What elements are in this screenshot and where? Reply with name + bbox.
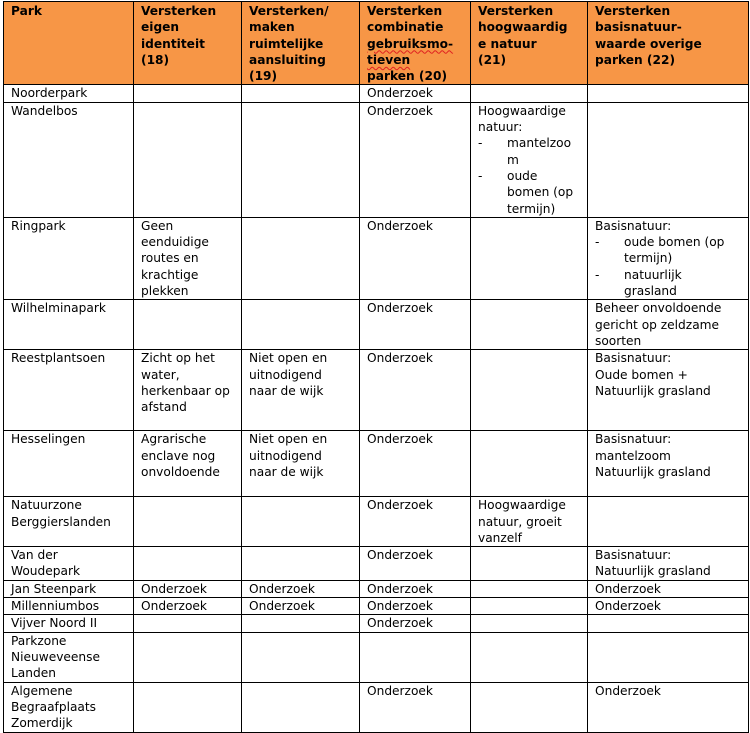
cell-combinatie: Onderzoek <box>360 431 471 497</box>
cell-combinatie: Onderzoek <box>360 580 471 597</box>
cell-hoogwaardig <box>471 580 588 597</box>
header-park: Park <box>4 2 134 85</box>
table-row <box>4 632 749 682</box>
cell-aansluiting: Niet open en uitnodigend naar de wijk <box>242 350 360 431</box>
list-item: - oude bomen (op termijn) <box>595 234 741 267</box>
cell-identiteit <box>134 300 242 350</box>
cell-park: Vijver Noord II <box>4 615 134 632</box>
cell-park: Wandelbos <box>4 102 134 217</box>
cell-aansluiting <box>242 632 360 682</box>
cell-basisnatuur <box>588 615 749 632</box>
cell-aansluiting <box>242 615 360 632</box>
cell-hoogwaardig <box>471 598 588 615</box>
cell-aansluiting <box>242 102 360 217</box>
cell-park: Jan Steenpark <box>4 580 134 597</box>
cell-combinatie: Onderzoek <box>360 598 471 615</box>
parks-table <box>3 1 749 733</box>
cell-park: Parkzone Nieuweveense Landen <box>4 632 134 682</box>
cell-hoogwaardig <box>471 300 588 350</box>
cell-combinatie: Onderzoek <box>360 217 471 299</box>
cell-park: Reestplantsoen <box>4 350 134 431</box>
cell-park: Van der Woudepark <box>4 547 134 581</box>
cell-hoogwaardig <box>471 85 588 102</box>
cell-aansluiting <box>242 217 360 299</box>
cell-identiteit <box>134 102 242 217</box>
cell-identiteit: Onderzoek <box>134 580 242 597</box>
cell-hoogwaardig <box>471 632 588 682</box>
cell-combinatie: Onderzoek <box>360 615 471 632</box>
cell-combinatie: Onderzoek <box>360 682 471 732</box>
table-row <box>4 431 749 497</box>
table-row <box>4 300 749 350</box>
header-basisnatuurwaarde: Versterken basisnatuur- waarde overige parken (22) <box>588 2 749 85</box>
cell-park: Hesselingen <box>4 431 134 497</box>
cell-basisnatuur: Onderzoek <box>588 682 749 732</box>
header-ruimtelijke-aansluiting: Versterken/ maken ruimtelijke aansluiting (19) <box>242 2 360 85</box>
cell-aansluiting <box>242 300 360 350</box>
cell-hoogwaardig <box>471 615 588 632</box>
cell-hoogwaardig <box>471 431 588 497</box>
table-row <box>4 497 749 547</box>
cell-identiteit <box>134 497 242 547</box>
table-row <box>4 598 749 615</box>
bullet-list <box>595 234 741 299</box>
list-item: - oude bomen (op termijn) <box>478 168 580 217</box>
header-eigen-identiteit: Versterken eigen identiteit (18) <box>134 2 242 85</box>
cell-combinatie: Onderzoek <box>360 300 471 350</box>
cell-basisnatuur: Basisnatuur: Oude bomen + Natuurlijk grasland <box>588 350 749 431</box>
cell-identiteit: Zicht op het water, herkenbaar op afstand <box>134 350 242 431</box>
cell-basisnatuur: Onderzoek <box>588 598 749 615</box>
table-row <box>4 102 749 217</box>
cell-identiteit <box>134 547 242 581</box>
header-combinatie-gebruiksmotieven: Versterken combinatie gebruiksmo- tieven parken (20) <box>360 2 471 85</box>
cell-identiteit: Agrarische enclave nog onvoldoende <box>134 431 242 497</box>
header-row <box>4 2 749 85</box>
cell-park: Wilhelminapark <box>4 300 134 350</box>
cell-basisnatuur: Beheer onvoldoende gericht op zeldzame soorten <box>588 300 749 350</box>
table-row <box>4 85 749 102</box>
cell-combinatie <box>360 632 471 682</box>
cell-basisnatuur <box>588 85 749 102</box>
list-item: - natuurlijk grasland <box>595 267 741 300</box>
cell-aansluiting <box>242 497 360 547</box>
cell-basisnatuur <box>588 632 749 682</box>
cell-hoogwaardig <box>471 547 588 581</box>
cell-hoogwaardig <box>471 350 588 431</box>
cell-park: Noorderpark <box>4 85 134 102</box>
cell-combinatie: Onderzoek <box>360 547 471 581</box>
table-row <box>4 350 749 431</box>
cell-park: Natuurzone Berggierslanden <box>4 497 134 547</box>
header-hoogwaardige-natuur: Versterken hoogwaardig e natuur (21) <box>471 2 588 85</box>
table-row <box>4 217 749 299</box>
cell-identiteit: Onderzoek <box>134 598 242 615</box>
cell-identiteit: Geen eenduidige routes en krachtige plekken <box>134 217 242 299</box>
table-row <box>4 615 749 632</box>
cell-basisnatuur: Onderzoek <box>588 580 749 597</box>
cell-aansluiting: Onderzoek <box>242 580 360 597</box>
cell-aansluiting: Niet open en uitnodigend naar de wijk <box>242 431 360 497</box>
cell-combinatie: Onderzoek <box>360 102 471 217</box>
cell-park: Ringpark <box>4 217 134 299</box>
cell-basisnatuur: Basisnatuur: mantelzoom Natuurlijk grasland <box>588 431 749 497</box>
bullet-list <box>478 135 580 216</box>
cell-aansluiting <box>242 547 360 581</box>
cell-park: Millenniumbos <box>4 598 134 615</box>
cell-hoogwaardig <box>471 217 588 299</box>
list-item: - mantelzoo m <box>478 135 580 168</box>
cell-hoogwaardig: Hoogwaardige natuur, groeit vanzelf <box>471 497 588 547</box>
cell-identiteit <box>134 615 242 632</box>
cell-basisnatuur: Basisnatuur: - oude bomen (op termijn) - natuurlijk grasland <box>588 217 749 299</box>
cell-basisnatuur <box>588 497 749 547</box>
cell-park: Algemene Begraafplaats Zomerdijk <box>4 682 134 732</box>
table-row <box>4 580 749 597</box>
cell-combinatie: Onderzoek <box>360 85 471 102</box>
cell-combinatie: Onderzoek <box>360 497 471 547</box>
cell-identiteit <box>134 85 242 102</box>
cell-aansluiting: Onderzoek <box>242 598 360 615</box>
table-row <box>4 547 749 581</box>
cell-combinatie: Onderzoek <box>360 350 471 431</box>
cell-identiteit <box>134 632 242 682</box>
cell-basisnatuur <box>588 102 749 217</box>
cell-basisnatuur: Basisnatuur: Natuurlijk grasland <box>588 547 749 581</box>
cell-hoogwaardig: Hoogwaardige natuur: - mantelzoo m - oude bomen (op termijn) <box>471 102 588 217</box>
cell-aansluiting <box>242 85 360 102</box>
